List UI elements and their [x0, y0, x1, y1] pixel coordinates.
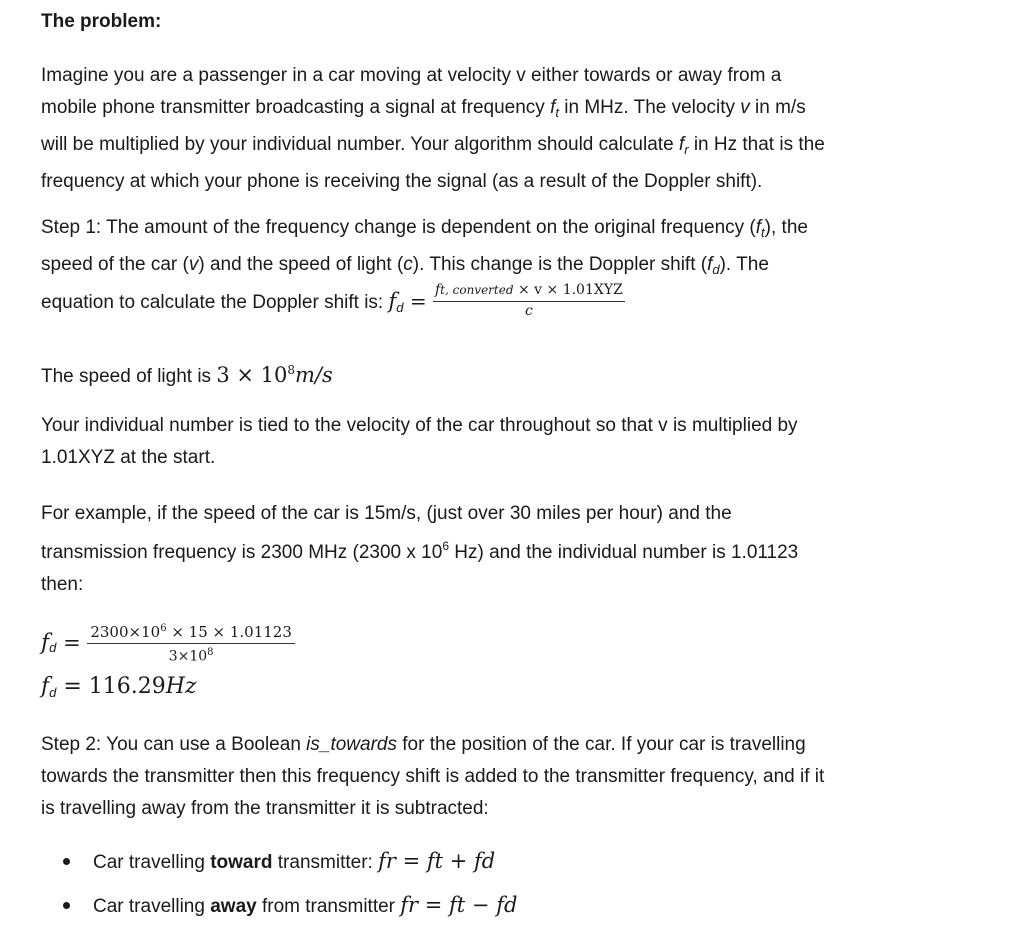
ft-symbol: f: [755, 217, 762, 238]
step2-text: Step 2: You can use a Boolean: [41, 734, 307, 755]
intro-line-1: Imagine you are a passenger in a car moving at velocity v either towards or away from a: [41, 65, 782, 86]
individual-line-1: Your individual number is tied to the velocity of the car throughout so that v is multiplied by: [41, 415, 798, 436]
result-unit: Hz: [165, 674, 197, 699]
individual-number-paragraph: [41, 410, 941, 474]
result-value: = 116.29: [56, 674, 166, 699]
c-symbol: c: [403, 254, 413, 275]
away-formula: fr = ft − fd: [400, 893, 518, 917]
step1-text: ), the: [764, 217, 808, 238]
speed-of-light-line: [41, 352, 333, 395]
step2-line-2: towards the transmitter then this frequency shift is added to the transmitter frequency, and if it: [41, 766, 825, 787]
step2-text: for the position of the car. If your car is travelling: [397, 734, 806, 755]
calc-numerator: [87, 620, 295, 644]
example-line-3: then:: [41, 574, 84, 595]
intro-text: mobile phone transmitter broadcasting a signal at frequency: [41, 97, 551, 118]
example-paragraph: [41, 498, 941, 601]
is-towards-variable: is_towards: [306, 734, 397, 755]
intro-text: will be multiplied by your individual number. Your algorithm should calculate: [41, 134, 679, 155]
fd-symbol: f: [41, 630, 50, 656]
list-item-toward: [41, 846, 517, 890]
fd-subscript: d: [712, 262, 720, 277]
denominator-value: 3×10: [168, 648, 208, 665]
step1-text: ) and the speed of light (: [198, 254, 404, 275]
fd-subscript: d: [49, 685, 57, 700]
speed-of-light-value: 3 × 10: [216, 363, 288, 387]
step1-paragraph: [41, 212, 941, 286]
fr-symbol: f: [678, 134, 685, 155]
doppler-equation-line: [41, 281, 625, 328]
example-text: Hz) and the individual number is 1.01123: [449, 542, 799, 563]
worked-calculation: [41, 620, 295, 666]
numerator-terms: × 15 × 1.01123: [166, 623, 292, 641]
fd-subscript: d: [396, 300, 404, 315]
direction-list: [41, 846, 517, 934]
page-title: The problem:: [41, 11, 162, 32]
equals-sign: =: [403, 289, 433, 313]
intro-text: in m/s: [749, 97, 806, 118]
bullet-text: Car travelling: [93, 896, 211, 917]
step2-paragraph: [41, 729, 941, 825]
fd-symbol: f: [41, 674, 50, 699]
step1-text: Step 1: The amount of the frequency change is dependent on the original frequency (: [41, 217, 756, 238]
v-symbol: v: [740, 97, 750, 118]
ft-symbol: f: [434, 282, 441, 299]
equals-sign: =: [56, 630, 88, 655]
step1-text: ). This change is the Doppler shift (: [412, 254, 708, 275]
toward-formula: fr = ft + fd: [378, 849, 496, 873]
equation-intro-text: equation to calculate the Doppler shift is:: [41, 292, 389, 313]
intro-text: in Hz that is the: [688, 134, 825, 155]
calculation-fraction: [87, 620, 295, 666]
ft-symbol: f: [550, 97, 556, 118]
intro-paragraph: [41, 60, 941, 198]
bullet-bold-text: toward: [210, 852, 273, 873]
calc-denominator: [87, 644, 295, 666]
fd-symbol: f: [388, 289, 397, 313]
ft-subscript: t: [761, 225, 765, 240]
step2-line-3: is travelling away from the transmitter it is subtracted:: [41, 798, 489, 819]
doppler-fraction: [433, 281, 625, 320]
intro-line-4: frequency at which your phone is receiving the signal (as a result of the Doppler shift).: [41, 171, 763, 192]
denominator-exponent: 8: [207, 647, 214, 658]
example-text: transmission frequency is 2300 MHz (2300 x 10: [41, 542, 443, 563]
intro-text: in MHz. The velocity: [558, 97, 741, 118]
speed-of-light-unit: m/s: [295, 363, 333, 387]
speed-of-light-exponent: 8: [287, 363, 295, 377]
individual-constant: 1.01XYZ: [562, 282, 623, 299]
example-line-1: For example, if the speed of the car is 15m/s, (just over 30 miles per hour) and the: [41, 503, 732, 524]
numerator-exponent: 6: [160, 623, 167, 634]
bullet-text: from transmitter: [256, 896, 401, 917]
step1-text: ). The: [719, 254, 769, 275]
bullet-icon: [63, 858, 70, 865]
example-exponent: 6: [442, 539, 449, 553]
fraction-denominator: c: [524, 303, 533, 320]
calculation-result: [41, 670, 197, 710]
bullet-text: transmitter:: [272, 852, 379, 873]
numerator-frequency: 2300×10: [90, 623, 161, 641]
list-item-away: [41, 890, 517, 934]
speed-of-light-text: The speed of light is: [41, 366, 217, 387]
step1-text: speed of the car (: [41, 254, 189, 275]
individual-line-2: 1.01XYZ at the start.: [41, 447, 216, 468]
fd-subscript: d: [49, 639, 57, 655]
ft-converted-subscript: t, converted: [440, 283, 514, 298]
fd-symbol: f: [707, 254, 713, 275]
numerator-terms: × v ×: [513, 282, 563, 299]
v-symbol: v: [188, 254, 199, 275]
ft-subscript: t: [555, 105, 559, 120]
bullet-icon: [63, 902, 70, 909]
bullet-bold-text: away: [210, 896, 257, 917]
fr-subscript: r: [684, 142, 689, 157]
bullet-text: Car travelling: [93, 852, 211, 873]
fraction-numerator: [433, 281, 625, 302]
